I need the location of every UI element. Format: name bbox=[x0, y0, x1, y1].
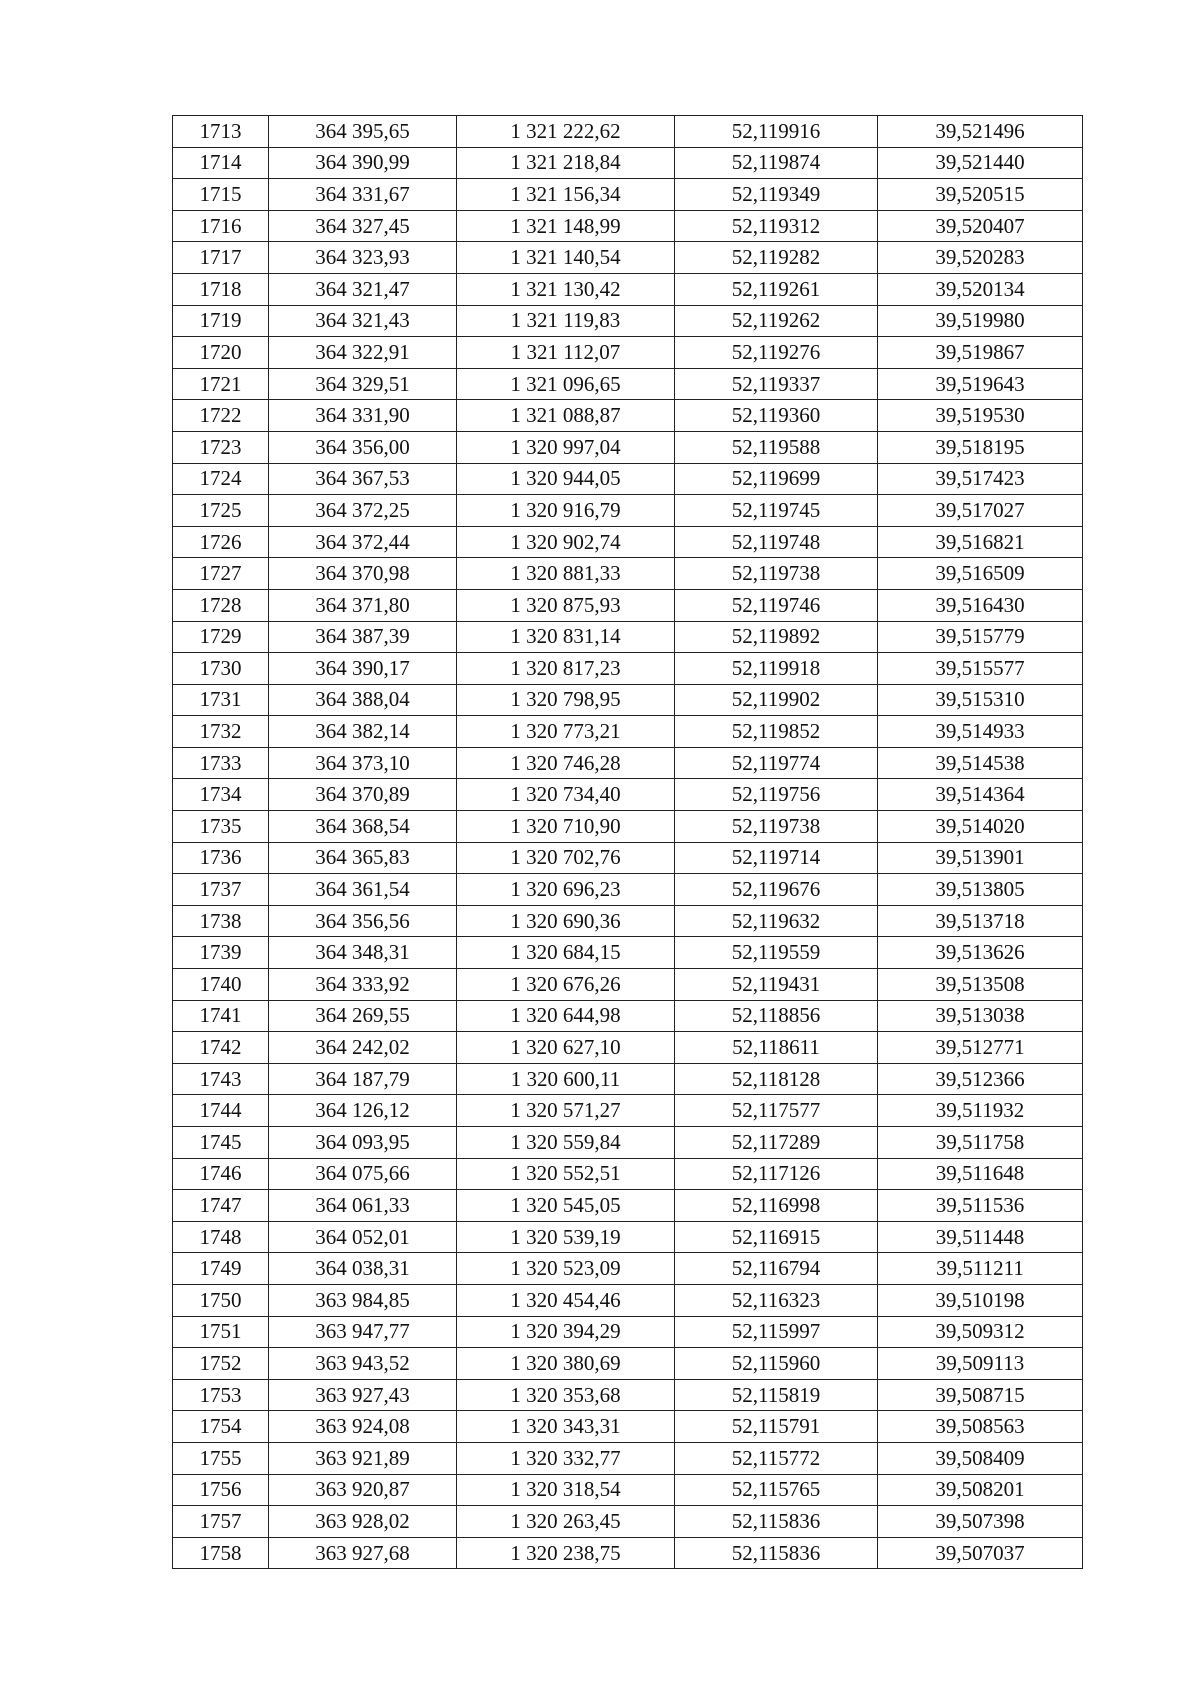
table-row bbox=[173, 779, 1083, 811]
longitude-cell: 39,510198 bbox=[878, 1284, 1083, 1316]
x-coordinate-cell: 364 269,55 bbox=[269, 1000, 457, 1032]
x-coordinate-cell: 364 382,14 bbox=[269, 716, 457, 748]
x-coordinate-cell: 364 372,44 bbox=[269, 526, 457, 558]
table-row bbox=[173, 179, 1083, 211]
point-number-cell: 1731 bbox=[173, 684, 269, 716]
y-coordinate-cell: 1 320 881,33 bbox=[457, 558, 675, 590]
table-row bbox=[173, 495, 1083, 527]
point-number-cell: 1739 bbox=[173, 937, 269, 969]
point-number-cell: 1751 bbox=[173, 1316, 269, 1348]
x-coordinate-cell: 363 927,68 bbox=[269, 1537, 457, 1569]
y-coordinate-cell: 1 320 902,74 bbox=[457, 526, 675, 558]
latitude-cell: 52,119699 bbox=[675, 463, 878, 495]
latitude-cell: 52,119349 bbox=[675, 179, 878, 211]
y-coordinate-cell: 1 320 734,40 bbox=[457, 779, 675, 811]
point-number-cell: 1753 bbox=[173, 1379, 269, 1411]
point-number-cell: 1723 bbox=[173, 431, 269, 463]
latitude-cell: 52,115765 bbox=[675, 1474, 878, 1506]
point-number-cell: 1726 bbox=[173, 526, 269, 558]
latitude-cell: 52,119745 bbox=[675, 495, 878, 527]
longitude-cell: 39,520283 bbox=[878, 242, 1083, 274]
longitude-cell: 39,521496 bbox=[878, 116, 1083, 148]
latitude-cell: 52,115836 bbox=[675, 1537, 878, 1569]
point-number-cell: 1734 bbox=[173, 779, 269, 811]
table-row bbox=[173, 116, 1083, 148]
point-number-cell: 1743 bbox=[173, 1063, 269, 1095]
y-coordinate-cell: 1 320 523,09 bbox=[457, 1253, 675, 1285]
point-number-cell: 1718 bbox=[173, 273, 269, 305]
y-coordinate-cell: 1 320 944,05 bbox=[457, 463, 675, 495]
latitude-cell: 52,119360 bbox=[675, 400, 878, 432]
longitude-cell: 39,513508 bbox=[878, 969, 1083, 1001]
x-coordinate-cell: 364 372,25 bbox=[269, 495, 457, 527]
y-coordinate-cell: 1 320 676,26 bbox=[457, 969, 675, 1001]
table-row bbox=[173, 1284, 1083, 1316]
latitude-cell: 52,117126 bbox=[675, 1158, 878, 1190]
table-row bbox=[173, 242, 1083, 274]
x-coordinate-cell: 364 370,98 bbox=[269, 558, 457, 590]
y-coordinate-cell: 1 320 710,90 bbox=[457, 811, 675, 843]
longitude-cell: 39,521440 bbox=[878, 147, 1083, 179]
latitude-cell: 52,118128 bbox=[675, 1063, 878, 1095]
x-coordinate-cell: 363 943,52 bbox=[269, 1348, 457, 1380]
y-coordinate-cell: 1 320 353,68 bbox=[457, 1379, 675, 1411]
x-coordinate-cell: 364 390,17 bbox=[269, 653, 457, 685]
latitude-cell: 52,119337 bbox=[675, 368, 878, 400]
y-coordinate-cell: 1 321 130,42 bbox=[457, 273, 675, 305]
y-coordinate-cell: 1 321 088,87 bbox=[457, 400, 675, 432]
table-row bbox=[173, 558, 1083, 590]
y-coordinate-cell: 1 321 222,62 bbox=[457, 116, 675, 148]
longitude-cell: 39,511211 bbox=[878, 1253, 1083, 1285]
coordinates-table-body bbox=[173, 116, 1083, 1569]
table-row bbox=[173, 1442, 1083, 1474]
point-number-cell: 1721 bbox=[173, 368, 269, 400]
y-coordinate-cell: 1 320 684,15 bbox=[457, 937, 675, 969]
longitude-cell: 39,511758 bbox=[878, 1127, 1083, 1159]
y-coordinate-cell: 1 320 798,95 bbox=[457, 684, 675, 716]
point-number-cell: 1725 bbox=[173, 495, 269, 527]
point-number-cell: 1732 bbox=[173, 716, 269, 748]
longitude-cell: 39,516430 bbox=[878, 589, 1083, 621]
longitude-cell: 39,512771 bbox=[878, 1032, 1083, 1064]
point-number-cell: 1742 bbox=[173, 1032, 269, 1064]
y-coordinate-cell: 1 321 112,07 bbox=[457, 337, 675, 369]
x-coordinate-cell: 364 388,04 bbox=[269, 684, 457, 716]
table-row bbox=[173, 526, 1083, 558]
y-coordinate-cell: 1 320 571,27 bbox=[457, 1095, 675, 1127]
table-row bbox=[173, 1379, 1083, 1411]
point-number-cell: 1748 bbox=[173, 1221, 269, 1253]
point-number-cell: 1727 bbox=[173, 558, 269, 590]
table-row bbox=[173, 463, 1083, 495]
latitude-cell: 52,119746 bbox=[675, 589, 878, 621]
latitude-cell: 52,119714 bbox=[675, 842, 878, 874]
y-coordinate-cell: 1 320 343,31 bbox=[457, 1411, 675, 1443]
y-coordinate-cell: 1 321 156,34 bbox=[457, 179, 675, 211]
y-coordinate-cell: 1 321 096,65 bbox=[457, 368, 675, 400]
y-coordinate-cell: 1 320 539,19 bbox=[457, 1221, 675, 1253]
longitude-cell: 39,514364 bbox=[878, 779, 1083, 811]
x-coordinate-cell: 364 356,00 bbox=[269, 431, 457, 463]
table-row bbox=[173, 969, 1083, 1001]
latitude-cell: 52,119918 bbox=[675, 653, 878, 685]
point-number-cell: 1724 bbox=[173, 463, 269, 495]
longitude-cell: 39,509312 bbox=[878, 1316, 1083, 1348]
longitude-cell: 39,519643 bbox=[878, 368, 1083, 400]
x-coordinate-cell: 364 187,79 bbox=[269, 1063, 457, 1095]
longitude-cell: 39,518195 bbox=[878, 431, 1083, 463]
latitude-cell: 52,119276 bbox=[675, 337, 878, 369]
longitude-cell: 39,516509 bbox=[878, 558, 1083, 590]
y-coordinate-cell: 1 320 916,79 bbox=[457, 495, 675, 527]
x-coordinate-cell: 363 928,02 bbox=[269, 1506, 457, 1538]
point-number-cell: 1717 bbox=[173, 242, 269, 274]
x-coordinate-cell: 364 373,10 bbox=[269, 747, 457, 779]
longitude-cell: 39,514020 bbox=[878, 811, 1083, 843]
point-number-cell: 1735 bbox=[173, 811, 269, 843]
table-row bbox=[173, 1506, 1083, 1538]
y-coordinate-cell: 1 320 875,93 bbox=[457, 589, 675, 621]
table-row bbox=[173, 210, 1083, 242]
point-number-cell: 1728 bbox=[173, 589, 269, 621]
x-coordinate-cell: 364 365,83 bbox=[269, 842, 457, 874]
longitude-cell: 39,519867 bbox=[878, 337, 1083, 369]
table-row bbox=[173, 1316, 1083, 1348]
table-row bbox=[173, 337, 1083, 369]
table-row bbox=[173, 747, 1083, 779]
latitude-cell: 52,119748 bbox=[675, 526, 878, 558]
latitude-cell: 52,119676 bbox=[675, 874, 878, 906]
point-number-cell: 1715 bbox=[173, 179, 269, 211]
y-coordinate-cell: 1 320 690,36 bbox=[457, 905, 675, 937]
x-coordinate-cell: 364 093,95 bbox=[269, 1127, 457, 1159]
table-row bbox=[173, 1411, 1083, 1443]
latitude-cell: 52,119874 bbox=[675, 147, 878, 179]
longitude-cell: 39,515310 bbox=[878, 684, 1083, 716]
point-number-cell: 1755 bbox=[173, 1442, 269, 1474]
point-number-cell: 1738 bbox=[173, 905, 269, 937]
longitude-cell: 39,513038 bbox=[878, 1000, 1083, 1032]
latitude-cell: 52,119588 bbox=[675, 431, 878, 463]
longitude-cell: 39,516821 bbox=[878, 526, 1083, 558]
latitude-cell: 52,116915 bbox=[675, 1221, 878, 1253]
x-coordinate-cell: 364 367,53 bbox=[269, 463, 457, 495]
x-coordinate-cell: 364 356,56 bbox=[269, 905, 457, 937]
x-coordinate-cell: 364 126,12 bbox=[269, 1095, 457, 1127]
latitude-cell: 52,119262 bbox=[675, 305, 878, 337]
latitude-cell: 52,116794 bbox=[675, 1253, 878, 1285]
y-coordinate-cell: 1 320 644,98 bbox=[457, 1000, 675, 1032]
x-coordinate-cell: 364 361,54 bbox=[269, 874, 457, 906]
table-row bbox=[173, 273, 1083, 305]
table-row bbox=[173, 589, 1083, 621]
longitude-cell: 39,511536 bbox=[878, 1190, 1083, 1222]
latitude-cell: 52,115772 bbox=[675, 1442, 878, 1474]
table-row bbox=[173, 716, 1083, 748]
y-coordinate-cell: 1 320 545,05 bbox=[457, 1190, 675, 1222]
latitude-cell: 52,119282 bbox=[675, 242, 878, 274]
point-number-cell: 1758 bbox=[173, 1537, 269, 1569]
point-number-cell: 1756 bbox=[173, 1474, 269, 1506]
x-coordinate-cell: 363 924,08 bbox=[269, 1411, 457, 1443]
table-row bbox=[173, 1063, 1083, 1095]
y-coordinate-cell: 1 320 559,84 bbox=[457, 1127, 675, 1159]
y-coordinate-cell: 1 320 696,23 bbox=[457, 874, 675, 906]
point-number-cell: 1729 bbox=[173, 621, 269, 653]
y-coordinate-cell: 1 320 997,04 bbox=[457, 431, 675, 463]
table-row bbox=[173, 905, 1083, 937]
x-coordinate-cell: 364 387,39 bbox=[269, 621, 457, 653]
x-coordinate-cell: 364 321,43 bbox=[269, 305, 457, 337]
longitude-cell: 39,507398 bbox=[878, 1506, 1083, 1538]
latitude-cell: 52,117577 bbox=[675, 1095, 878, 1127]
longitude-cell: 39,511932 bbox=[878, 1095, 1083, 1127]
table-row bbox=[173, 1190, 1083, 1222]
y-coordinate-cell: 1 320 552,51 bbox=[457, 1158, 675, 1190]
y-coordinate-cell: 1 320 627,10 bbox=[457, 1032, 675, 1064]
longitude-cell: 39,513901 bbox=[878, 842, 1083, 874]
latitude-cell: 52,115836 bbox=[675, 1506, 878, 1538]
longitude-cell: 39,508409 bbox=[878, 1442, 1083, 1474]
y-coordinate-cell: 1 320 773,21 bbox=[457, 716, 675, 748]
table-row bbox=[173, 431, 1083, 463]
x-coordinate-cell: 364 329,51 bbox=[269, 368, 457, 400]
latitude-cell: 52,119916 bbox=[675, 116, 878, 148]
x-coordinate-cell: 364 323,93 bbox=[269, 242, 457, 274]
y-coordinate-cell: 1 320 817,23 bbox=[457, 653, 675, 685]
y-coordinate-cell: 1 320 380,69 bbox=[457, 1348, 675, 1380]
latitude-cell: 52,117289 bbox=[675, 1127, 878, 1159]
y-coordinate-cell: 1 320 600,11 bbox=[457, 1063, 675, 1095]
latitude-cell: 52,119738 bbox=[675, 558, 878, 590]
latitude-cell: 52,118611 bbox=[675, 1032, 878, 1064]
table-row bbox=[173, 1000, 1083, 1032]
y-coordinate-cell: 1 321 119,83 bbox=[457, 305, 675, 337]
longitude-cell: 39,512366 bbox=[878, 1063, 1083, 1095]
x-coordinate-cell: 364 061,33 bbox=[269, 1190, 457, 1222]
table-row bbox=[173, 621, 1083, 653]
longitude-cell: 39,511448 bbox=[878, 1221, 1083, 1253]
x-coordinate-cell: 364 052,01 bbox=[269, 1221, 457, 1253]
point-number-cell: 1747 bbox=[173, 1190, 269, 1222]
table-row bbox=[173, 1095, 1083, 1127]
y-coordinate-cell: 1 320 831,14 bbox=[457, 621, 675, 653]
table-row bbox=[173, 1127, 1083, 1159]
x-coordinate-cell: 364 322,91 bbox=[269, 337, 457, 369]
latitude-cell: 52,119902 bbox=[675, 684, 878, 716]
latitude-cell: 52,119431 bbox=[675, 969, 878, 1001]
table-row bbox=[173, 874, 1083, 906]
y-coordinate-cell: 1 321 140,54 bbox=[457, 242, 675, 274]
longitude-cell: 39,519530 bbox=[878, 400, 1083, 432]
x-coordinate-cell: 364 368,54 bbox=[269, 811, 457, 843]
point-number-cell: 1749 bbox=[173, 1253, 269, 1285]
latitude-cell: 52,119738 bbox=[675, 811, 878, 843]
x-coordinate-cell: 364 331,90 bbox=[269, 400, 457, 432]
x-coordinate-cell: 363 927,43 bbox=[269, 1379, 457, 1411]
longitude-cell: 39,515779 bbox=[878, 621, 1083, 653]
latitude-cell: 52,115819 bbox=[675, 1379, 878, 1411]
coordinates-table bbox=[172, 115, 1083, 1569]
longitude-cell: 39,509113 bbox=[878, 1348, 1083, 1380]
point-number-cell: 1744 bbox=[173, 1095, 269, 1127]
latitude-cell: 52,119756 bbox=[675, 779, 878, 811]
y-coordinate-cell: 1 320 702,76 bbox=[457, 842, 675, 874]
x-coordinate-cell: 363 920,87 bbox=[269, 1474, 457, 1506]
table-row bbox=[173, 1032, 1083, 1064]
latitude-cell: 52,119312 bbox=[675, 210, 878, 242]
table-row bbox=[173, 1221, 1083, 1253]
latitude-cell: 52,116323 bbox=[675, 1284, 878, 1316]
point-number-cell: 1730 bbox=[173, 653, 269, 685]
point-number-cell: 1736 bbox=[173, 842, 269, 874]
latitude-cell: 52,119892 bbox=[675, 621, 878, 653]
longitude-cell: 39,508715 bbox=[878, 1379, 1083, 1411]
longitude-cell: 39,508563 bbox=[878, 1411, 1083, 1443]
latitude-cell: 52,119774 bbox=[675, 747, 878, 779]
longitude-cell: 39,520134 bbox=[878, 273, 1083, 305]
longitude-cell: 39,514538 bbox=[878, 747, 1083, 779]
longitude-cell: 39,508201 bbox=[878, 1474, 1083, 1506]
point-number-cell: 1733 bbox=[173, 747, 269, 779]
x-coordinate-cell: 364 370,89 bbox=[269, 779, 457, 811]
point-number-cell: 1740 bbox=[173, 969, 269, 1001]
latitude-cell: 52,116998 bbox=[675, 1190, 878, 1222]
table-row bbox=[173, 937, 1083, 969]
latitude-cell: 52,115997 bbox=[675, 1316, 878, 1348]
longitude-cell: 39,520407 bbox=[878, 210, 1083, 242]
longitude-cell: 39,513626 bbox=[878, 937, 1083, 969]
longitude-cell: 39,514933 bbox=[878, 716, 1083, 748]
y-coordinate-cell: 1 320 238,75 bbox=[457, 1537, 675, 1569]
table-row bbox=[173, 305, 1083, 337]
longitude-cell: 39,513718 bbox=[878, 905, 1083, 937]
latitude-cell: 52,119632 bbox=[675, 905, 878, 937]
table-row bbox=[173, 1253, 1083, 1285]
longitude-cell: 39,517027 bbox=[878, 495, 1083, 527]
x-coordinate-cell: 364 348,31 bbox=[269, 937, 457, 969]
x-coordinate-cell: 364 038,31 bbox=[269, 1253, 457, 1285]
x-coordinate-cell: 364 390,99 bbox=[269, 147, 457, 179]
table-row bbox=[173, 811, 1083, 843]
x-coordinate-cell: 364 331,67 bbox=[269, 179, 457, 211]
table-row bbox=[173, 684, 1083, 716]
table-row bbox=[173, 653, 1083, 685]
longitude-cell: 39,517423 bbox=[878, 463, 1083, 495]
x-coordinate-cell: 364 333,92 bbox=[269, 969, 457, 1001]
x-coordinate-cell: 364 327,45 bbox=[269, 210, 457, 242]
table-row bbox=[173, 1158, 1083, 1190]
point-number-cell: 1720 bbox=[173, 337, 269, 369]
y-coordinate-cell: 1 320 394,29 bbox=[457, 1316, 675, 1348]
latitude-cell: 52,119852 bbox=[675, 716, 878, 748]
latitude-cell: 52,118856 bbox=[675, 1000, 878, 1032]
point-number-cell: 1754 bbox=[173, 1411, 269, 1443]
y-coordinate-cell: 1 320 332,77 bbox=[457, 1442, 675, 1474]
x-coordinate-cell: 364 371,80 bbox=[269, 589, 457, 621]
point-number-cell: 1722 bbox=[173, 400, 269, 432]
table-row bbox=[173, 1537, 1083, 1569]
x-coordinate-cell: 363 947,77 bbox=[269, 1316, 457, 1348]
point-number-cell: 1752 bbox=[173, 1348, 269, 1380]
y-coordinate-cell: 1 321 148,99 bbox=[457, 210, 675, 242]
longitude-cell: 39,519980 bbox=[878, 305, 1083, 337]
x-coordinate-cell: 364 321,47 bbox=[269, 273, 457, 305]
longitude-cell: 39,513805 bbox=[878, 874, 1083, 906]
y-coordinate-cell: 1 320 318,54 bbox=[457, 1474, 675, 1506]
table-row bbox=[173, 1348, 1083, 1380]
latitude-cell: 52,115960 bbox=[675, 1348, 878, 1380]
table-row bbox=[173, 147, 1083, 179]
y-coordinate-cell: 1 321 218,84 bbox=[457, 147, 675, 179]
point-number-cell: 1716 bbox=[173, 210, 269, 242]
point-number-cell: 1745 bbox=[173, 1127, 269, 1159]
y-coordinate-cell: 1 320 746,28 bbox=[457, 747, 675, 779]
y-coordinate-cell: 1 320 454,46 bbox=[457, 1284, 675, 1316]
x-coordinate-cell: 363 984,85 bbox=[269, 1284, 457, 1316]
table-row bbox=[173, 1474, 1083, 1506]
point-number-cell: 1746 bbox=[173, 1158, 269, 1190]
table-row bbox=[173, 400, 1083, 432]
x-coordinate-cell: 363 921,89 bbox=[269, 1442, 457, 1474]
table-row bbox=[173, 842, 1083, 874]
point-number-cell: 1750 bbox=[173, 1284, 269, 1316]
point-number-cell: 1719 bbox=[173, 305, 269, 337]
longitude-cell: 39,515577 bbox=[878, 653, 1083, 685]
longitude-cell: 39,511648 bbox=[878, 1158, 1083, 1190]
longitude-cell: 39,520515 bbox=[878, 179, 1083, 211]
table-row bbox=[173, 368, 1083, 400]
latitude-cell: 52,115791 bbox=[675, 1411, 878, 1443]
y-coordinate-cell: 1 320 263,45 bbox=[457, 1506, 675, 1538]
point-number-cell: 1737 bbox=[173, 874, 269, 906]
x-coordinate-cell: 364 242,02 bbox=[269, 1032, 457, 1064]
point-number-cell: 1713 bbox=[173, 116, 269, 148]
point-number-cell: 1714 bbox=[173, 147, 269, 179]
point-number-cell: 1741 bbox=[173, 1000, 269, 1032]
longitude-cell: 39,507037 bbox=[878, 1537, 1083, 1569]
point-number-cell: 1757 bbox=[173, 1506, 269, 1538]
x-coordinate-cell: 364 075,66 bbox=[269, 1158, 457, 1190]
latitude-cell: 52,119261 bbox=[675, 273, 878, 305]
x-coordinate-cell: 364 395,65 bbox=[269, 116, 457, 148]
latitude-cell: 52,119559 bbox=[675, 937, 878, 969]
